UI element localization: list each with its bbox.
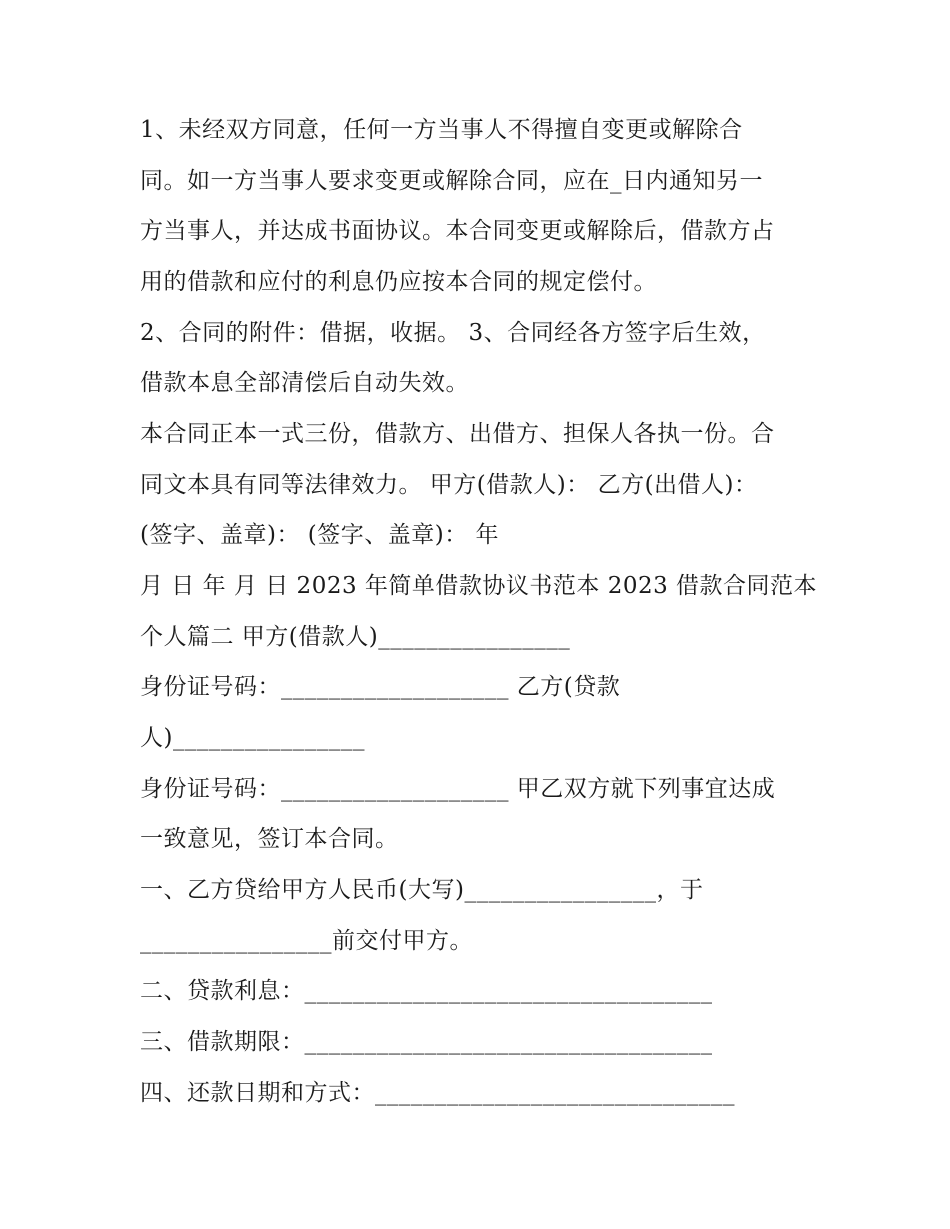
text-line: 一、乙方贷给甲方人民币(大写)________________，于 <box>140 877 704 903</box>
text-line: 2、合同的附件：借据，收据。 3、合同经各方签字后生效， <box>140 320 766 346</box>
text-line: 四、还款日期和方式：______________________________ <box>140 1080 735 1106</box>
text-line: 本合同正本一式三份，借款方、出借方、担保人各执一份。合 <box>140 421 775 447</box>
text-line: 身份证号码：___________________ 甲乙双方就下列事宜达成 <box>140 776 776 802</box>
text-line: 用的借款和应付的利息仍应按本合同的规定偿付。 <box>140 269 657 295</box>
text-line: 方当事人，并达成书面协议。本合同变更或解除后，借款方占 <box>140 218 775 244</box>
text-line: 三、借款期限：__________________________________ <box>140 1029 713 1055</box>
text-line: 身份证号码：___________________ 乙方(贷款 <box>140 674 621 700</box>
text-line: 人)________________ <box>140 725 365 751</box>
text-line: 同。如一方当事人要求变更或解除合同，应在_日内通知另一 <box>140 168 763 194</box>
text-line: 同文本具有同等法律效力。 甲方(借款人)： 乙方(出借人)： <box>140 472 758 498</box>
text-line: (签字、盖章)： (签字、盖章)： 年 <box>140 522 500 548</box>
text-line: ________________前交付甲方。 <box>140 928 473 954</box>
text-line: 一致意见，签订本合同。 <box>140 826 399 852</box>
text-line: 借款本息全部清偿后自动失效。 <box>140 370 469 396</box>
text-line: 个人篇二 甲方(借款人)________________ <box>140 624 571 650</box>
text-line: 月 日 年 月 日 2023 年简单借款协议书范本 2023 借款合同范本 <box>140 573 818 599</box>
text-line: 二、贷款利息：__________________________________ <box>140 978 713 1004</box>
text-line: 1、未经双方同意，任何一方当事人不得擅自变更或解除合 <box>140 117 743 143</box>
